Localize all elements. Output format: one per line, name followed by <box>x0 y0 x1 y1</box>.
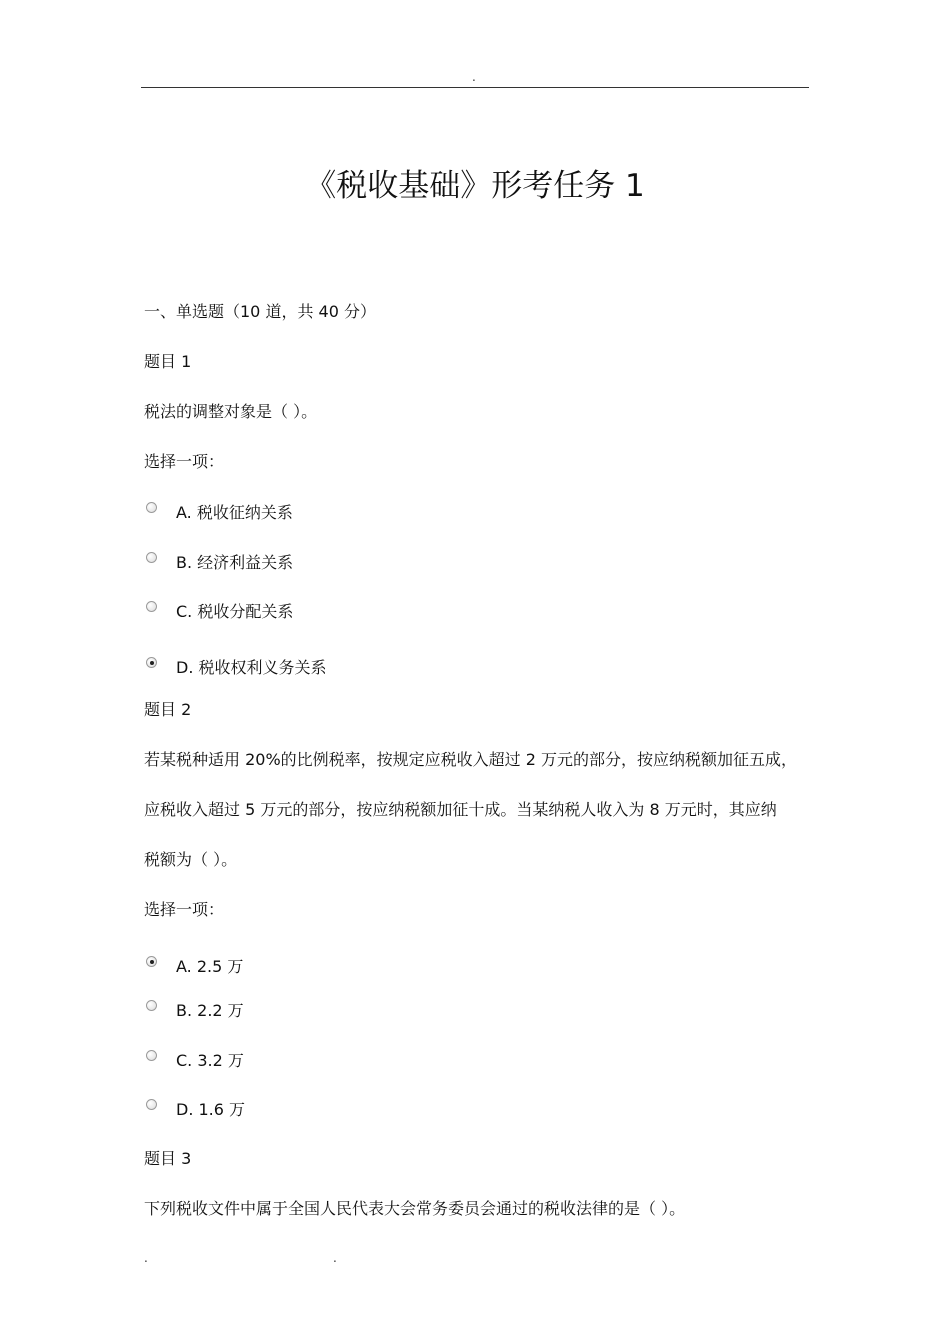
q1-option-a-label: A. 税收征纳关系 <box>176 503 293 522</box>
q2-option-b-radio[interactable] <box>146 1000 157 1011</box>
question-2-text-line-2: 应税收入超过 5 万元的部分，按应纳税额加征十成。当某纳税人收入为 8 万元时，其应纳 <box>144 800 777 819</box>
q2-option-c-radio[interactable] <box>146 1050 157 1061</box>
question-2-text-line-1: 若某税种适用 20%的比例税率，按规定应税收入超过 2 万元的部分，按应纳税额加征五成， <box>144 750 798 769</box>
q1-option-c-label: C. 税收分配关系 <box>176 602 294 621</box>
q2-option-c-label: C. 3.2 万 <box>176 1051 244 1070</box>
question-1-text: 税法的调整对象是（ ）。 <box>144 402 318 421</box>
q1-option-b-label: B. 经济利益关系 <box>176 553 294 572</box>
section-heading: 一、单选题（10 道，共 40 分） <box>144 302 376 321</box>
footer-right-dot: . <box>333 1251 337 1265</box>
q1-option-d-radio[interactable] <box>146 657 157 668</box>
q1-option-c-radio[interactable] <box>146 601 157 612</box>
q1-option-b-radio[interactable] <box>146 552 157 563</box>
header-rule <box>141 87 809 88</box>
q1-option-a-radio[interactable] <box>146 502 157 513</box>
question-1-label: 题目 1 <box>144 352 192 371</box>
question-2-label: 题目 2 <box>144 700 192 719</box>
footer-left-dot: . <box>144 1251 148 1265</box>
question-3-label: 题目 3 <box>144 1149 192 1168</box>
q1-option-d-label: D. 税收权利义务关系 <box>176 658 327 677</box>
q2-option-a-radio[interactable] <box>146 956 157 967</box>
q2-option-d-radio[interactable] <box>146 1099 157 1110</box>
q2-option-d-label: D. 1.6 万 <box>176 1100 246 1119</box>
question-1-prompt: 选择一项： <box>144 452 225 471</box>
question-2-prompt: 选择一项： <box>144 900 225 919</box>
page-title: 《税收基础》形考任务 1 <box>305 168 645 204</box>
question-3-text: 下列税收文件中属于全国人民代表大会常务委员会通过的税收法律的是（ ）。 <box>144 1199 686 1218</box>
question-2-text-line-3: 税额为（ ）。 <box>144 850 238 869</box>
q2-option-a-label: A. 2.5 万 <box>176 957 244 976</box>
header-dot: . <box>472 70 476 84</box>
q2-option-b-label: B. 2.2 万 <box>176 1001 244 1020</box>
